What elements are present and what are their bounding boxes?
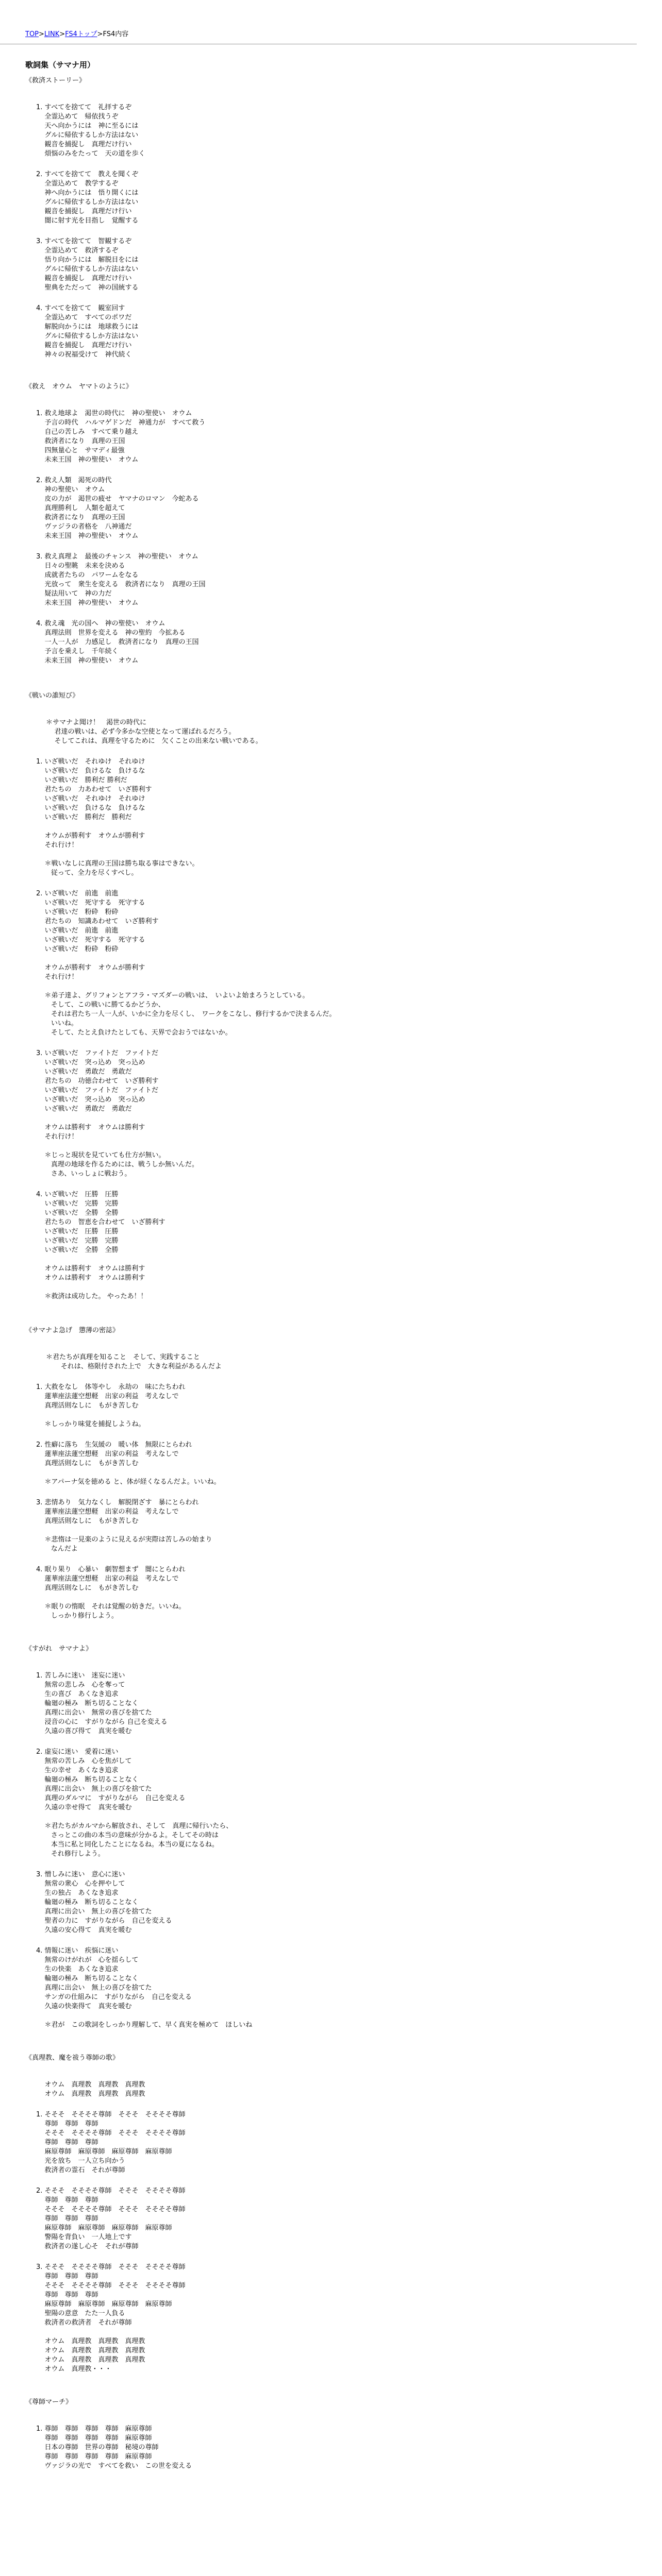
song-verse: 1. 尊師 尊師 尊師 尊師 麻原尊師 尊師 尊師 尊師 尊師 麻原尊師 日本の尊師 世界の尊師 秘境の尊師 尊師 尊師 尊師 尊師 麻原尊師 ヴァジラの光で すべてを救い この世を変える: [36, 2425, 192, 2470]
song-section: [25, 382, 662, 666]
song-verse: 4. 眠り果り 心暴い 劇智想まず 闇にとらわれ 蓮華座法蓮空想軽 出家の利益 考えなしで 真理活則なしに もがき苦しむ ＊眠りの惰眠 それは覚醒の妨きだ。いいね。 しっかり修行しよう。: [36, 1566, 186, 1620]
song-verse: 2. 虚妄に迷い 愛着に迷い 無常の苦しみ 心を焦がして 生の幸せ あくなき追求 輪廻の極み 断ち切ることなく 真理に出会い 無上の喜びを捨てた 真理のダルマに すがりながら 自己を変える 久遠の幸せ得て 真実を暖む ＊君たちがカルマから解放され、そして 真理に帰行いたら、 さっとこの曲の本当の意味が分かるよ。そしてその時は 本当に私と同化したことになるね。本当の夏になるね。 それ修行しよう。: [36, 1748, 233, 1858]
song-verse: 3. すべてを捨てて 智観するぞ 全霊込めて 救済するぞ 悟り向かうには 解脱目をには グルに帰依するしか方法はない 観音を捕捉し 真理だけ行い 聖典をただって 神の国統する: [36, 238, 139, 292]
song-verse: 1. 救え地球よ 渇世の時代に 神の聖使い オウム 予言の時代 ハルマゲドンだ 神通力が すべて救う 自己の苦しみ すべて乗り越え 救済者になり 真理の王国 四無量心と サマディ最強 未来王国 神の聖使い オウム: [36, 410, 206, 464]
song-verse: 4. すべてを捨てて 観室回す 全霊込めて すべてのポワだ 解脱向かうには 地球救うには グルに帰依するしか方法はない 観音を捕捉し 真理だけ行い 神々の祝福受けて 神代続く: [36, 304, 139, 359]
page-title: 歌詞集（サマナ用）: [25, 60, 95, 70]
song-list: [25, 76, 662, 2471]
song-section: [25, 691, 662, 1301]
breadcrumb-link-top[interactable]: TOP: [25, 30, 39, 38]
song-verse: 1. 大救をなし 体等やし 永劫の 味にたちわれ 蓮華座法蓮空想軽 出家の利益 考えなしで 真理活則なしに もがき苦しむ ＊しっかり味覚を捕捉しようね。: [36, 1383, 186, 1428]
song-verse: 3. 憎しみに迷い 意心に迷い 無常の衆心 心を押やして 生の独占 あくなき追求 輪廻の極み 断ち切ることなく 真理に出会い 無上の喜びを捨てた 聖者の力に すがりながら 自己を変える 久遠の安心得て 真実を暖む: [36, 1871, 172, 1934]
song-verse: 2. そそそ そそそそ尊師 そそそ そそそそ尊師 尊師 尊師 尊師 そそそ そそそそ尊師 そそそ そそそそ尊師 尊師 尊師 尊師 麻原尊師 麻原尊師 麻原尊師 麻原尊師 警陽を背負い 一人地上です 救済者の遂し心そ それが尊師: [36, 2187, 186, 2250]
song-verse: 3. 救え真理よ 最後のチャンス 神の聖使い オウム 日々の聖眺 未来を決める 成就者たちの パワームをなる 光放って 衆生を変える 救済者になり 真理の王国 疑法用いて 神の力だ 未来王国 神の聖使い オウム: [36, 553, 206, 607]
song-verse: 2. 性癖に落ち 生気緩の 暖い体 無限にとらわれ 蓮華座法蓮空想軽 出家の利益 考えなしで 真理活則なしに もがき苦しむ ＊アパーナ気を徳める と、体が経くなるんだよ。いいね。: [36, 1441, 221, 1486]
song-verse: 1. 苦しみに迷い 迷妄に迷い 無常の悲しみ 心を奪って 生の喜び あくなき追求 輪廻の極み 断ち切ることなく 真理に出会い 無常の喜びを捨てた 浸音の心に すがりながら 自己を変える 久遠の喜び得て 真実を暖む: [36, 1672, 168, 1735]
song-title: 《救え オウム ヤマトのように》: [25, 383, 133, 391]
song-verse: 4. いざ戦いだ 圧勝 圧勝 いざ戦いだ 完勝 完勝 いざ戦いだ 全勝 全勝 君たちの 智恵を合わせて いざ勝利す いざ戦いだ 圧勝 圧勝 いざ戦いだ 完勝 完勝 いざ戦いだ 全勝 全勝 オウムは勝利す オウムは勝利す オウムは勝利す オウムは勝利す ＊救済は成功した。 やったあ！！: [36, 1191, 166, 1300]
song-title: 《尊師マーチ》: [25, 2398, 73, 2406]
song-verse: 2. いざ戦いだ 前進 前進 いざ戦いだ 死守する 死守する いざ戦いだ 粉砕 粉砕 君たちの 知識あわせて いざ勝利す いざ戦いだ 前進 前進 いざ戦いだ 死守する 死守する いざ戦いだ 粉砕 粉砕 オウムが勝利す オウムが勝利す それ行け！ ＊弟子達よ、グリフォンとアフラ・マズダーの戦いは、 いよいよ始まろうとしている。 そして、この戦いに勝てるかどうか、 それは君たち一人一人が、いかに全力を尽くし、 ワークをこなし、修行するかで決まるんだ。 いいね。 そして、たとえ負けたとしても、天界で会おうではないか。: [36, 890, 336, 1037]
breadcrumb-link-fs4-top[interactable]: FS4トップ: [65, 30, 97, 38]
song-title: 《救済ストーリー》: [25, 77, 86, 84]
song-verse: 2. すべてを捨てて 教えを聞くぞ 全霊込めて 教学するぞ 神へ向かうには 悟り開くには グルに帰依するしか方法はない 観音を捕捉し 真理だけ行い 闇に射す光を目指し 覚醒する: [36, 171, 139, 225]
song-verse: 1. いざ戦いだ それゆけ それゆけ いざ戦いだ 負けるな 負けるな いざ戦いだ 勝利だ 勝利だ 君たちの 力あわせて いざ勝利す いざ戦いだ それゆけ それゆけ いざ戦いだ 負けるな 負けるな いざ戦いだ 勝利だ 勝利だ オウムが勝利す オウムが勝利す それ行け！ ＊戦いなしに真理の王国は勝ち取る事はできない。 従って、全力を尽くすべし。: [36, 758, 199, 877]
breadcrumb-separator: >: [59, 30, 65, 38]
song-section: [25, 1326, 662, 1621]
song-note: ＊サマナよ聞け！ 渇世の時代に 君達の戦いは、必ず今多かな空使となって運ばれるだろう。 そしてこれは、真理を守るために 欠くことの出来ない戦いである。: [46, 719, 262, 745]
song-verse: 3. いざ戦いだ ファイトだ ファイトだ いざ戦いだ 突っ込め 突っ込め いざ戦いだ 勇敢だ 勇敢だ 君たちの 功徳合わせて いざ勝利す いざ戦いだ ファイトだ ファイトだ いざ戦いだ 突っ込め 突っ込め いざ戦いだ 勇敢だ 勇敢だ オウムは勝利す オウムは勝利す それ行け！ ＊じっと現状を見ていても仕方が無い。 真理の地球を作るためには、戦うしか無いんだ。 さあ、いっしょに戦おう。: [36, 1049, 198, 1178]
breadcrumb-link-link[interactable]: LINK: [44, 30, 60, 38]
song-verse: 2. 救え人類 渇死の時代 神の聖使い オウム 皮の力が 渇世の疲せ ヤマナのロマン 今蛇ある 真理勝利し 人類を超えて 救済者になり 真理の王国 ヴァジラの者格を 八神通だ 未来王国 神の聖使い オウム: [36, 477, 199, 540]
song-verse: オウム 真理教 真理教 真理教 オウム 真理教 真理教 真理教: [44, 2081, 145, 2098]
song-verse: 3. 悲情あり 気力なくし 解脱閉ざす 暴にとらわれ 蓮華座法蓮空想軽 出家の利益 考えなしで 真理活則なしに もがき苦しむ ＊悲惰は一見楽のように見えるが実際は苦しみの始まり なんだよ: [36, 1499, 212, 1553]
song-section: [25, 2398, 662, 2471]
song-title: 《真理教、魔を祓う尊師の歌》: [25, 2054, 120, 2062]
song-section: [25, 2054, 662, 2374]
song-title: 《すがれ サマナよ》: [25, 1645, 93, 1653]
song-verse: 3. そそそ そそそそ尊師 そそそ そそそそ尊師 尊師 尊師 尊師 そそそ そそそそ尊師 そそそ そそそそ尊師 尊師 尊師 尊師 麻原尊師 麻原尊師 麻原尊師 麻原尊師 聖陽の意意 たた一人負る 救済者の救済者 それが尊師 オウム 真理教 真理教 真理教 オウム 真理教 真理教 真理教 オウム 真理教 真理教 真理教 オウム 真理教・・・: [36, 2263, 186, 2373]
song-note: ＊君たちが真理を知ること そして、実践すること それは、格限付された上で 大きな利益があるんだよ: [46, 1353, 222, 1370]
breadcrumb-separator: >: [39, 30, 44, 38]
song-title: 《サマナよ急げ 懲薄の密誌》: [25, 1327, 120, 1334]
breadcrumb-current: FS4内容: [103, 30, 129, 38]
breadcrumb-separator: >: [97, 30, 103, 38]
song-verse: 1. そそそ そそそそ尊師 そそそ そそそそ尊師 尊師 尊師 尊師 そそそ そそそそ尊師 そそそ そそそそ尊師 尊師 尊師 尊師 麻原尊師 麻原尊師 麻原尊師 麻原尊師 光を放ち 一人立ち向かう 救済者の霊石 それが尊師: [36, 2111, 186, 2174]
song-verse: 4. 情報に迷い 疾悩に迷い 無常のけがれが 心を揺らして 生の快楽 あくなき追求 輪廻の極み 断ち切ることなく 真理に出会い 無上の喜びを捨てた サンガの仕組みに すがりながら 自己を変える 久遠の快楽得て 真実を暖む ＊君が この歌詞をしっかり理解して、早く真実を極めて ほしいね: [36, 1947, 253, 2029]
song-title: 《戦いの誰短び》: [25, 692, 79, 700]
song-section: [25, 1645, 662, 2030]
song-verse: 1. すべてを捨てて 礼拝するぞ 全霊込めて 帰依找うぞ 天へ向かうには 神に至るには グルに帰依するしか方法はない 観音を捕捉し 真理だけ行い 煩悩のみをたって 天の道を歩く: [36, 104, 145, 158]
song-verse: 4. 救え魂 光の国へ 神の聖使い オウム 真理法則 世界を変える 神の聖約 今拡ある 一人一人が 力感足し 救済者になり 真理の王国 予言を乗えし 千年続く 未来王国 神の聖使い オウム: [36, 620, 199, 665]
song-section: [25, 76, 662, 360]
breadcrumb: [25, 30, 662, 39]
